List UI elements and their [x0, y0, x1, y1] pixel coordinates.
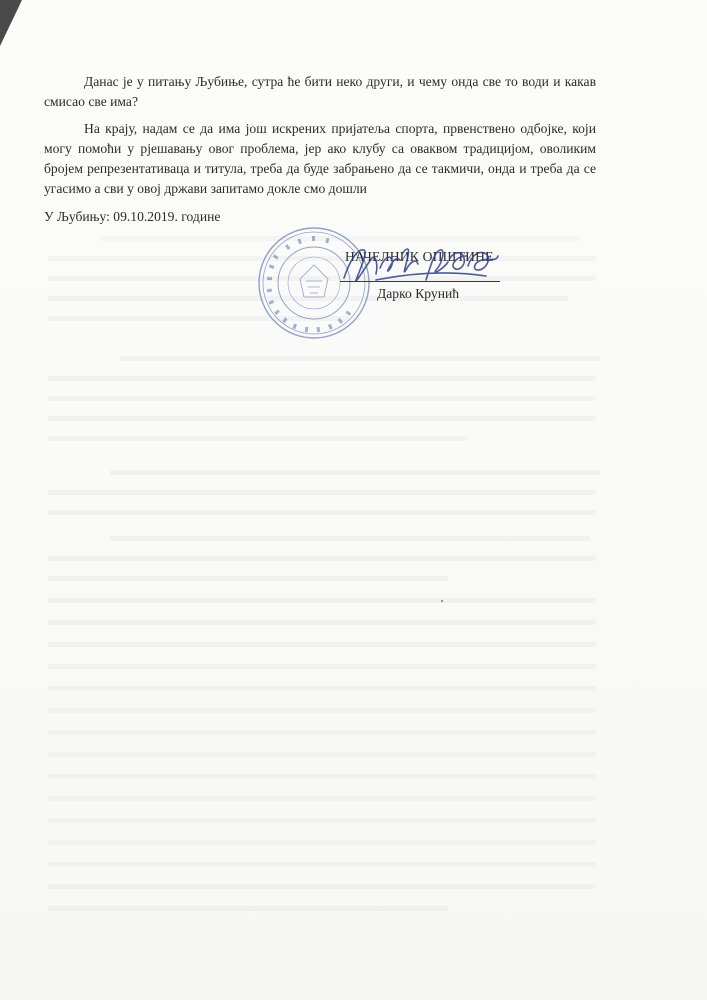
paragraph-intro: Данас је у питању Љубиње, сутра ће бити неко други, и чему онда све то води и какав смисао све има?	[44, 74, 596, 109]
signatory-title: НАЧЕЛНИК ОПШТИНЕ	[345, 249, 494, 264]
handwritten-signature	[336, 240, 506, 290]
signatory-name: Дарко Крунић	[377, 286, 460, 301]
paragraph-closing: На крају, надам се да има још искрених пријатеља спорта, првенствено одбојке, који могу помоћи у рјешавању овог проблема, јер ако клубу са оваквом традицијом, оволиким бројем репрезентативаца и титула, треба да буде забрањено да се такмичи, онда и треба да се угасимо а сви у овој држави запитамо докле смо дошли	[44, 121, 596, 196]
signature-line	[340, 281, 500, 282]
date-place-line: У Љубињу: 09.10.2019. године	[44, 209, 221, 224]
scan-speck	[441, 600, 443, 602]
page-corner-fold	[0, 0, 22, 46]
